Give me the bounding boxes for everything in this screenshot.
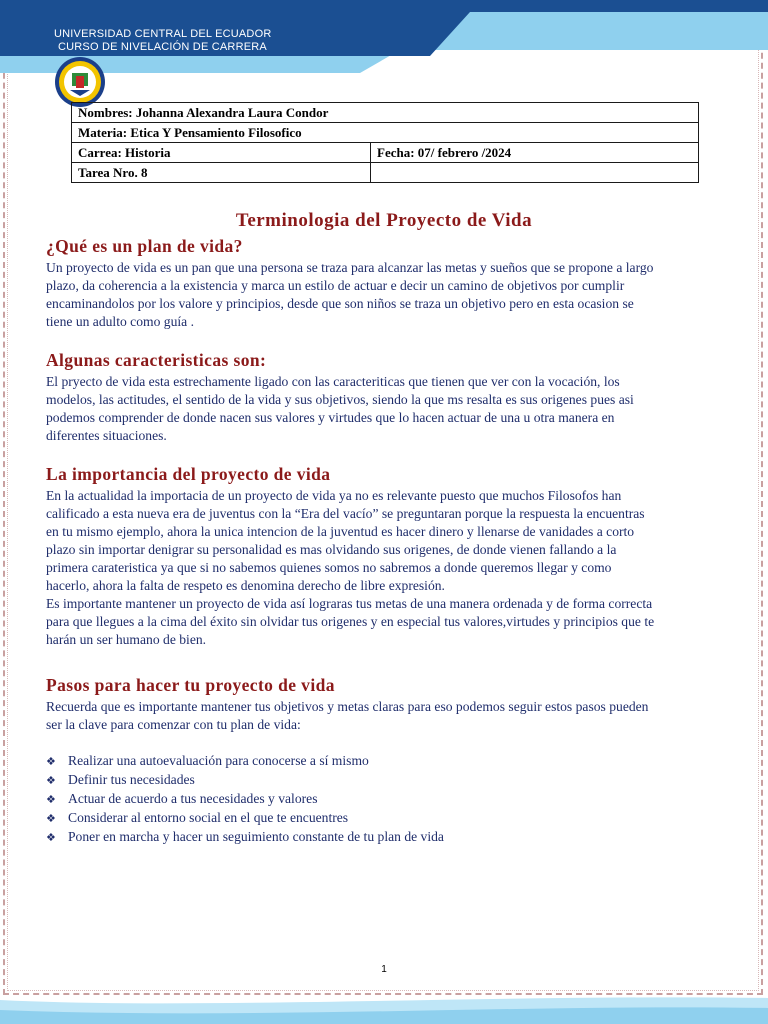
- text-line: plazo sin importar denigrar su personalidad es mas olvidando sus origenes, de donde vienen fallando a la: [46, 542, 617, 557]
- document-title: Terminologia del Proyecto de Vida: [235, 210, 533, 231]
- text-line: hacerlo, ahora la falta de respeto es denomina derecho de libre expresión.: [46, 578, 445, 593]
- text-line: tiene un adulto como guía .: [46, 314, 194, 329]
- field-empty: [371, 163, 699, 183]
- section-body-pasos: [46, 698, 726, 734]
- course-name: CURSO DE NIVELACIÓN DE CARRERA: [58, 41, 267, 53]
- field-nombres: Nombres: Johanna Alexandra Laura Condor: [72, 103, 699, 123]
- list-item-text: Definir tus necesidades: [68, 772, 195, 787]
- university-seal-icon: [54, 56, 106, 108]
- diamond-bullet-icon: ❖: [46, 794, 56, 806]
- list-item-text: Considerar al entorno social en el que te encuentres: [68, 810, 349, 825]
- student-info-table: [71, 102, 699, 183]
- text-line: harán un ser humano de bien.: [46, 632, 207, 647]
- list-item-text: Poner en marcha y hacer un seguimiento constante de tu plan de vida: [68, 829, 444, 844]
- text-line: para que llegues a la cima del éxito sin olvidar tus origenes y en especial tus valores,virtudes y principios que te: [46, 614, 655, 629]
- text-line: Recuerda que es importante mantener tus objetivos y metas claras para eso podemos seguir estos pasos pueden: [46, 699, 649, 714]
- text-line: podemos comprender de donde nacen sus valores y virtudes que lo hacen actuar de una u otra manera en: [46, 410, 615, 425]
- section-heading-caracteristicas: Algunas caracteristicas son:: [46, 350, 267, 370]
- section-body-caracteristicas: [46, 373, 726, 445]
- text-line: primera carateristica ya que si no sabemos quienes somos no sabremos a donde queremos llegar y como: [46, 560, 612, 575]
- text-line: Es importante mantener un proyecto de vida así lograras tus metas de una manera ordenada y de forma correcta: [46, 596, 653, 611]
- diamond-bullet-icon: ❖: [46, 813, 56, 825]
- diamond-bullet-icon: ❖: [46, 775, 56, 787]
- list-item-text: Actuar de acuerdo a tus necesidades y valores: [68, 791, 318, 806]
- text-line: encaminandolos por los valore y principios, desde que son niños se traza un objetivo pero en esta ocasion se: [46, 296, 634, 311]
- footer-banner: [0, 992, 768, 1024]
- text-line: ser la clave para comenzar con tu plan de vida:: [46, 717, 301, 732]
- text-line: En la actualidad la importacia de un proyecto de vida ya no es relevante puesto que muchos Filosofos han: [46, 488, 622, 503]
- header-banner: [0, 0, 768, 80]
- text-line: El pryecto de vida esta estrechamente ligado con las caracteriticas que tienen que ver con la vocación, los: [46, 374, 620, 389]
- list-item: [46, 790, 444, 809]
- list-item: [46, 771, 444, 790]
- section-heading-plan: ¿Qué es un plan de vida?: [46, 236, 243, 256]
- list-item: [46, 809, 444, 828]
- section-body-importancia: [46, 487, 726, 649]
- text-line: modelos, las actitudes, el sentido de la vida y sus objetivos, siendo la que ms resalta es sus origenes pues asi: [46, 392, 634, 407]
- section-heading-importancia: La importancia del proyecto de vida: [46, 464, 331, 484]
- text-line: calificado a esta nueva era de juventus con la “Era del vacío” se preguntaran porque la respuesta la encuentras: [46, 506, 645, 521]
- text-line: Un proyecto de vida es un pan que una persona se traza para alcanzar las metas y sueños que se propone a largo: [46, 260, 654, 275]
- field-fecha: Fecha: 07/ febrero /2024: [371, 143, 699, 163]
- list-item-text: Realizar una autoevaluación para conocerse a sí mismo: [68, 753, 369, 768]
- list-item: [46, 828, 444, 847]
- steps-list: [46, 752, 444, 847]
- list-item: [46, 752, 444, 771]
- text-line: plazo, da coherencia a la existencia y marca un estilo de actuar e decir un camino de objetivos por cumplir: [46, 278, 625, 293]
- text-line: en tu mismo ejemplo, ahora la unica intencion de la juventud es hacer dinero y llenarse de vanidades a corto: [46, 524, 635, 539]
- diamond-bullet-icon: ❖: [46, 756, 56, 768]
- section-body-plan: [46, 259, 726, 331]
- field-materia: Materia: Etica Y Pensamiento Filosofico: [72, 123, 699, 143]
- page-number: 1: [381, 964, 387, 975]
- diamond-bullet-icon: ❖: [46, 832, 56, 844]
- university-name: UNIVERSIDAD CENTRAL DEL ECUADOR: [54, 28, 272, 40]
- text-line: diferentes situaciones.: [46, 428, 167, 443]
- section-heading-pasos: Pasos para hacer tu proyecto de vida: [46, 675, 335, 695]
- field-tarea: Tarea Nro. 8: [72, 163, 371, 183]
- field-carrera: Carrea: Historia: [72, 143, 371, 163]
